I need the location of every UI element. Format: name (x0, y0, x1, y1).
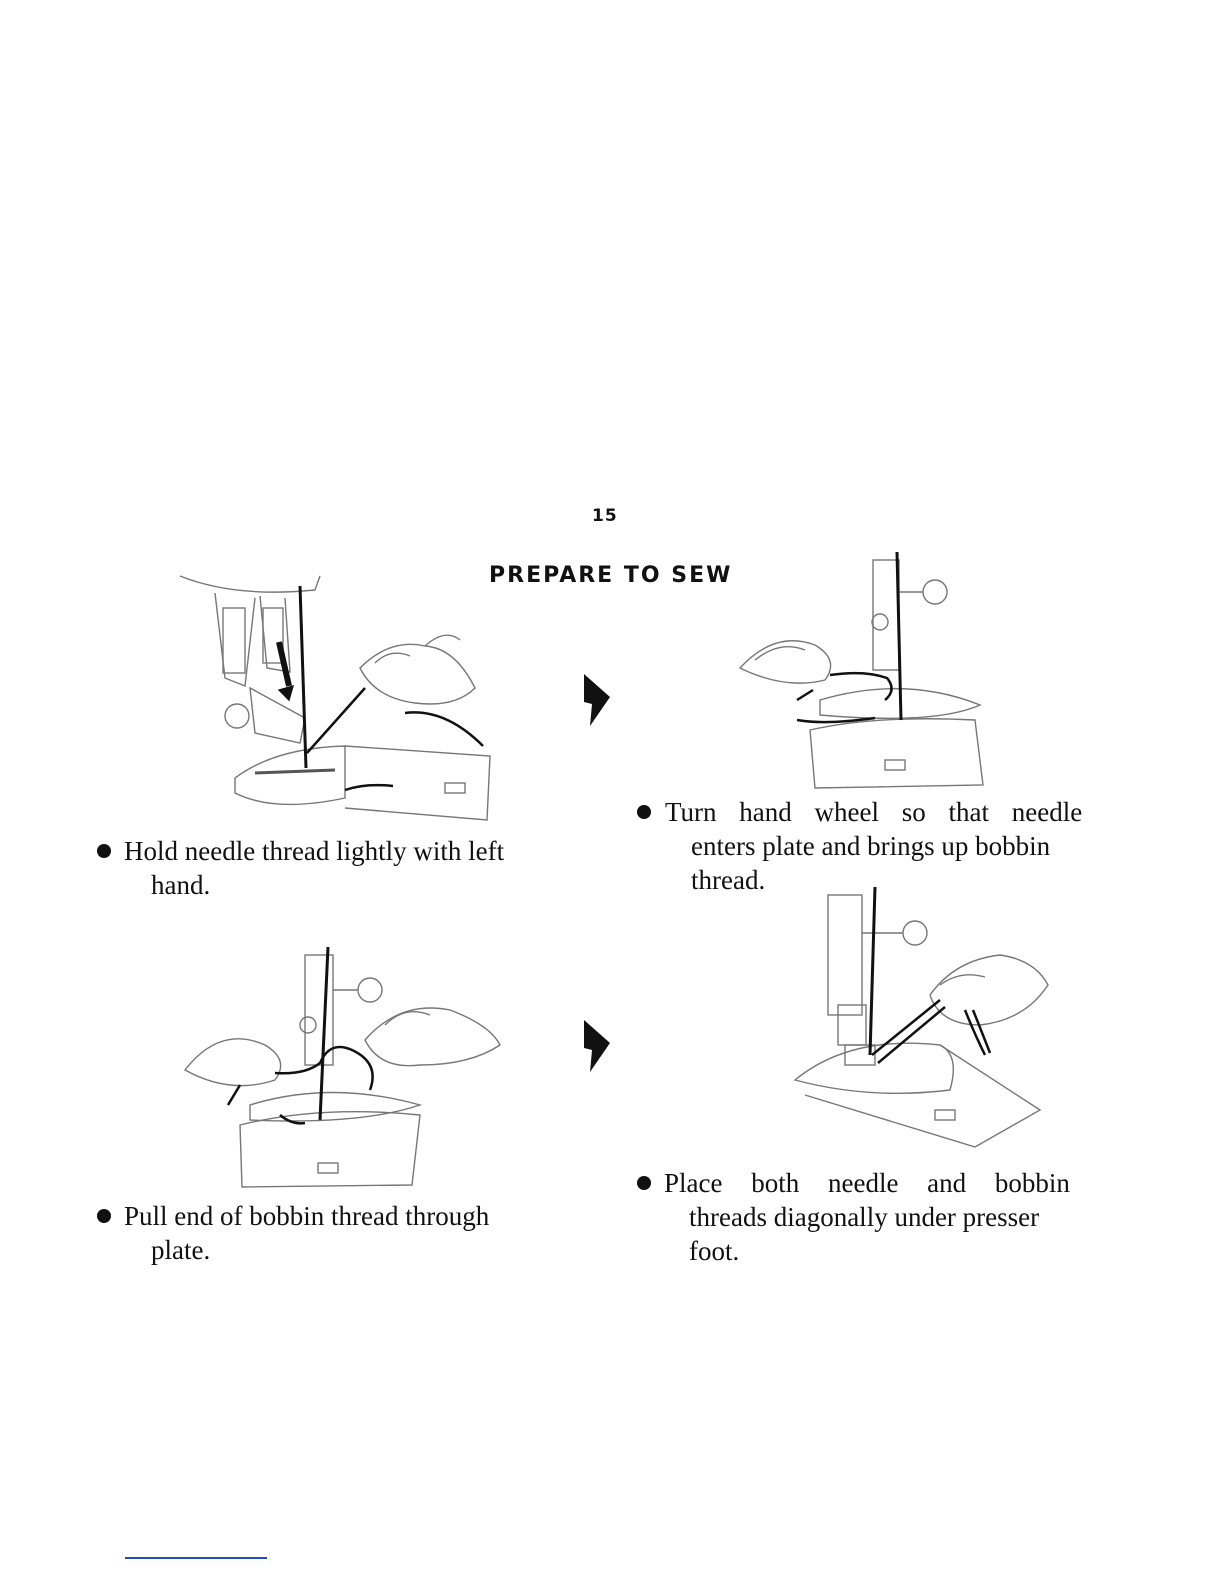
bullet-icon (637, 1176, 651, 1190)
bullet-icon (637, 805, 651, 819)
threads-under-presser-foot-illustration (790, 885, 1050, 1155)
page-number: 15 (592, 506, 618, 526)
needle-bringing-up-bobbin-thread-illustration (735, 550, 990, 795)
caption-line: plate. (151, 1235, 211, 1265)
caption-line: Turn hand wheel so that needle (665, 797, 1083, 827)
caption-line: enters plate and brings up bobbin (691, 831, 1051, 861)
caption-line: thread. (691, 865, 766, 895)
arrow-right-icon (580, 664, 614, 730)
caption-line: Place both needle and bobbin (664, 1168, 1070, 1198)
caption-line: foot. (689, 1236, 740, 1266)
pulling-bobbin-thread-through-plate-illustration (180, 945, 505, 1195)
hand-holding-needle-thread-illustration (175, 568, 495, 826)
page-title: PREPARE TO SEW (489, 563, 733, 588)
caption-line: hand. (151, 870, 211, 900)
arrow-right-icon (580, 1010, 614, 1076)
caption-line: Hold needle thread lightly with left (124, 836, 505, 866)
bullet-icon (97, 844, 111, 858)
caption-line: threads diagonally under presser (689, 1202, 1040, 1232)
caption-line: Pull end of bobbin thread through (124, 1201, 490, 1231)
step-caption-place-threads (637, 1166, 1113, 1268)
footer-rule (125, 1557, 267, 1559)
step-caption-turn-hand-wheel (637, 795, 1113, 897)
step-caption-hold-thread (97, 834, 573, 902)
bullet-icon (97, 1209, 111, 1223)
step-caption-pull-bobbin-thread (97, 1199, 573, 1267)
